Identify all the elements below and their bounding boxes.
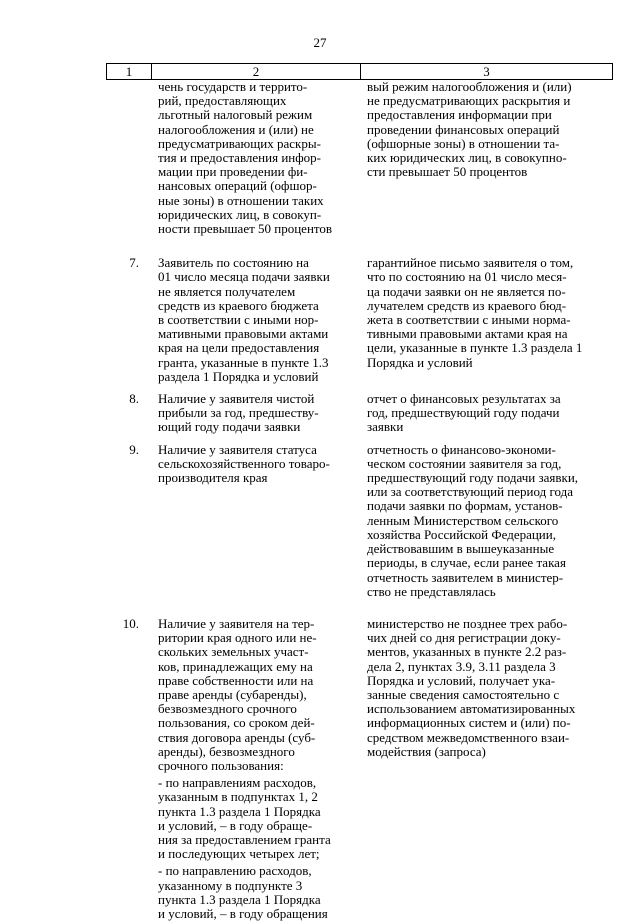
text-line: чень государств и террито-	[158, 79, 308, 94]
condition-paragraph	[158, 256, 352, 384]
table-header-row	[106, 63, 613, 80]
text-line: пункта 1.3 раздела 1 Порядка	[158, 891, 321, 907]
text-line: отчет о финансовых результатах за	[367, 391, 561, 407]
text-line: - по направлениям расходов,	[158, 775, 317, 791]
text-line: в соответствии с иными нор-	[158, 312, 319, 328]
text-line: прибыли за год, предшеству-	[158, 405, 319, 421]
text-line: предоставления информации при	[367, 107, 552, 123]
text-line: ности превышает 50 процентов	[158, 221, 333, 237]
text-line: проведении финансовых операций	[367, 121, 560, 137]
text-line: модействия (запроса)	[367, 743, 486, 759]
text-line: ные зоны) в отношении таких	[158, 192, 324, 208]
condition-paragraph	[158, 392, 352, 435]
text-line: Заявитель по состоянию на	[158, 255, 309, 271]
text-line: и условий, – в году обраще-	[158, 817, 313, 833]
text-line: жета в соответствии с иными норма-	[367, 312, 571, 328]
text-line: средством межведомственного взаи-	[367, 729, 570, 745]
condition-paragraph	[158, 80, 352, 236]
text-line: не является получателем	[158, 283, 296, 299]
text-line: хозяйства Российской Федерации,	[367, 526, 556, 542]
text-line: отчетность заявителем в министер-	[367, 569, 564, 585]
text-line: подачи заявки по формам, установ-	[367, 498, 563, 514]
text-line: ствия договора аренды (суб-	[158, 729, 316, 745]
text-line: Порядка и условий	[367, 354, 473, 370]
text-line: указанному в подпункте 3	[158, 877, 303, 893]
text-line: Наличие у заявителя чистой	[158, 391, 315, 407]
table-body	[106, 80, 613, 921]
document-cell	[360, 443, 613, 599]
text-line: год, предшествующий году подачи	[367, 405, 560, 421]
text-line: лучателем средств из краевого бюд-	[367, 297, 567, 313]
document-cell	[360, 256, 613, 384]
text-line: ство не представлялась	[367, 583, 496, 599]
table-row	[106, 80, 613, 236]
text-line: и последующих четырех лет;	[158, 846, 320, 862]
text-line: пункта 1.3 раздела 1 Порядка	[158, 803, 321, 819]
text-line: праве аренды (субаренды),	[158, 686, 307, 702]
text-line: или за соответствующий период года	[367, 484, 573, 500]
text-line: ющий году подачи заявки	[158, 419, 301, 435]
text-line: (офшорные зоны) в отношении та-	[367, 135, 560, 151]
text-line: налогообложения и (или) не	[158, 121, 314, 137]
text-line: цели, указанные в пункте 1.3 раздела 1	[367, 340, 583, 356]
row-number	[106, 80, 151, 236]
condition-cell	[151, 80, 360, 236]
table-row	[106, 256, 613, 384]
text-line: тивными правовыми актами края на	[367, 326, 568, 342]
text-line: мативными правовыми актами	[158, 326, 329, 342]
text-line: предшествующий году подачи заявки,	[367, 470, 579, 486]
text-line: праве собственности или на	[158, 672, 314, 688]
text-line: не предусматривающих раскрытия и	[367, 93, 571, 109]
condition-cell	[151, 617, 360, 921]
text-line: ния за предоставлением гранта	[158, 831, 331, 847]
text-line: ца подачи заявки он не является по-	[367, 283, 566, 299]
text-line: ких юридических лиц, в совокупно-	[367, 150, 567, 166]
table-row	[106, 443, 613, 599]
text-line: Наличие у заявителя статуса	[158, 441, 317, 457]
document-cell	[360, 80, 613, 236]
text-line: ков, принадлежащих ему на	[158, 658, 313, 674]
text-line: заявки	[367, 419, 404, 435]
table-row	[106, 392, 613, 435]
table-header-col-3: 3	[483, 64, 490, 79]
text-line: Порядка и условий, получает ука-	[367, 672, 556, 688]
text-line: льготный налоговый режим	[158, 107, 313, 123]
text-line: сти превышает 50 процентов	[367, 164, 528, 180]
page-number: 27	[313, 35, 327, 50]
condition-cell	[151, 256, 360, 384]
text-line: ментов, указанных в пункте 2.2 раз-	[367, 644, 567, 660]
text-line: ческом состоянии заявителя за год,	[367, 455, 562, 471]
text-line: средств из краевого бюджета	[158, 297, 319, 313]
row-number: 10.	[122, 615, 139, 631]
text-line: тия и предоставления инфор-	[158, 150, 321, 166]
text-line: аренды), безвозмездного	[158, 743, 295, 759]
text-line: указанным в подпунктах 1, 2	[158, 789, 318, 805]
text-line: нансовых операций (офшор-	[158, 178, 317, 194]
text-line: что по состоянию на 01 число меся-	[367, 269, 567, 285]
text-line: действовавшим в вышеуказанные	[367, 541, 555, 557]
text-line: рий, предоставляющих	[158, 93, 287, 109]
text-line: мации при проведении фи-	[158, 164, 308, 180]
text-line: использованием автоматизированных	[367, 701, 576, 717]
text-line: скольких земельных участ-	[158, 644, 309, 660]
text-line: безвозмездного срочного	[158, 701, 297, 717]
table-header-col-1: 1	[107, 64, 152, 79]
text-line: чих дней со дня регистрации доку-	[367, 630, 561, 646]
condition-paragraph	[158, 617, 352, 773]
condition-paragraph	[158, 776, 352, 861]
text-line: вый режим налогообложения и (или)	[367, 79, 572, 94]
text-line: отчетность о финансово-экономи-	[367, 441, 556, 457]
table-row	[106, 617, 613, 921]
text-line: срочного пользования:	[158, 757, 284, 773]
text-line: пользования, со сроком дей-	[158, 715, 315, 731]
text-line: и условий, – в году обращения	[158, 905, 328, 921]
text-line: ленным Министерством сельского	[367, 512, 559, 528]
text-line: Наличие у заявителя на тер-	[158, 615, 315, 631]
condition-paragraph	[158, 443, 352, 486]
text-line: предусматривающих раскры-	[158, 135, 321, 151]
row-number: 9.	[129, 441, 139, 457]
text-line: занные сведения самостоятельно с	[367, 686, 560, 702]
text-line: гранта, указанные в пункте 1.3	[158, 354, 329, 370]
text-line: периоды, в случае, если ранее такая	[367, 555, 566, 571]
text-line: - по направлению расходов,	[158, 863, 312, 879]
text-line: 01 число месяца подачи заявки	[158, 269, 330, 285]
row-number: 7.	[129, 255, 139, 271]
text-line: дела 2, пунктах 3.9, 3.11 раздела 3	[367, 658, 556, 674]
text-line: министерство не позднее трех рабо-	[367, 615, 568, 631]
text-line: информационных систем и (или) по-	[367, 715, 571, 731]
condition-cell	[151, 443, 360, 599]
table-header-col-2: 2	[152, 64, 361, 79]
condition-cell	[151, 392, 360, 435]
document-cell	[360, 617, 613, 921]
text-line: ритории края одного или не-	[158, 630, 317, 646]
text-line: производителя края	[158, 470, 268, 486]
row-number: 8.	[129, 391, 139, 407]
text-line: раздела 1 Порядка и условий	[158, 368, 319, 384]
text-line: гарантийное письмо заявителя о том,	[367, 255, 574, 271]
text-line: края на цели предоставления	[158, 340, 320, 356]
text-line: юридических лиц, в совокуп-	[158, 206, 322, 222]
document-cell	[360, 392, 613, 435]
text-line: сельскохозяйственного товаро-	[158, 455, 330, 471]
condition-paragraph	[158, 864, 352, 921]
